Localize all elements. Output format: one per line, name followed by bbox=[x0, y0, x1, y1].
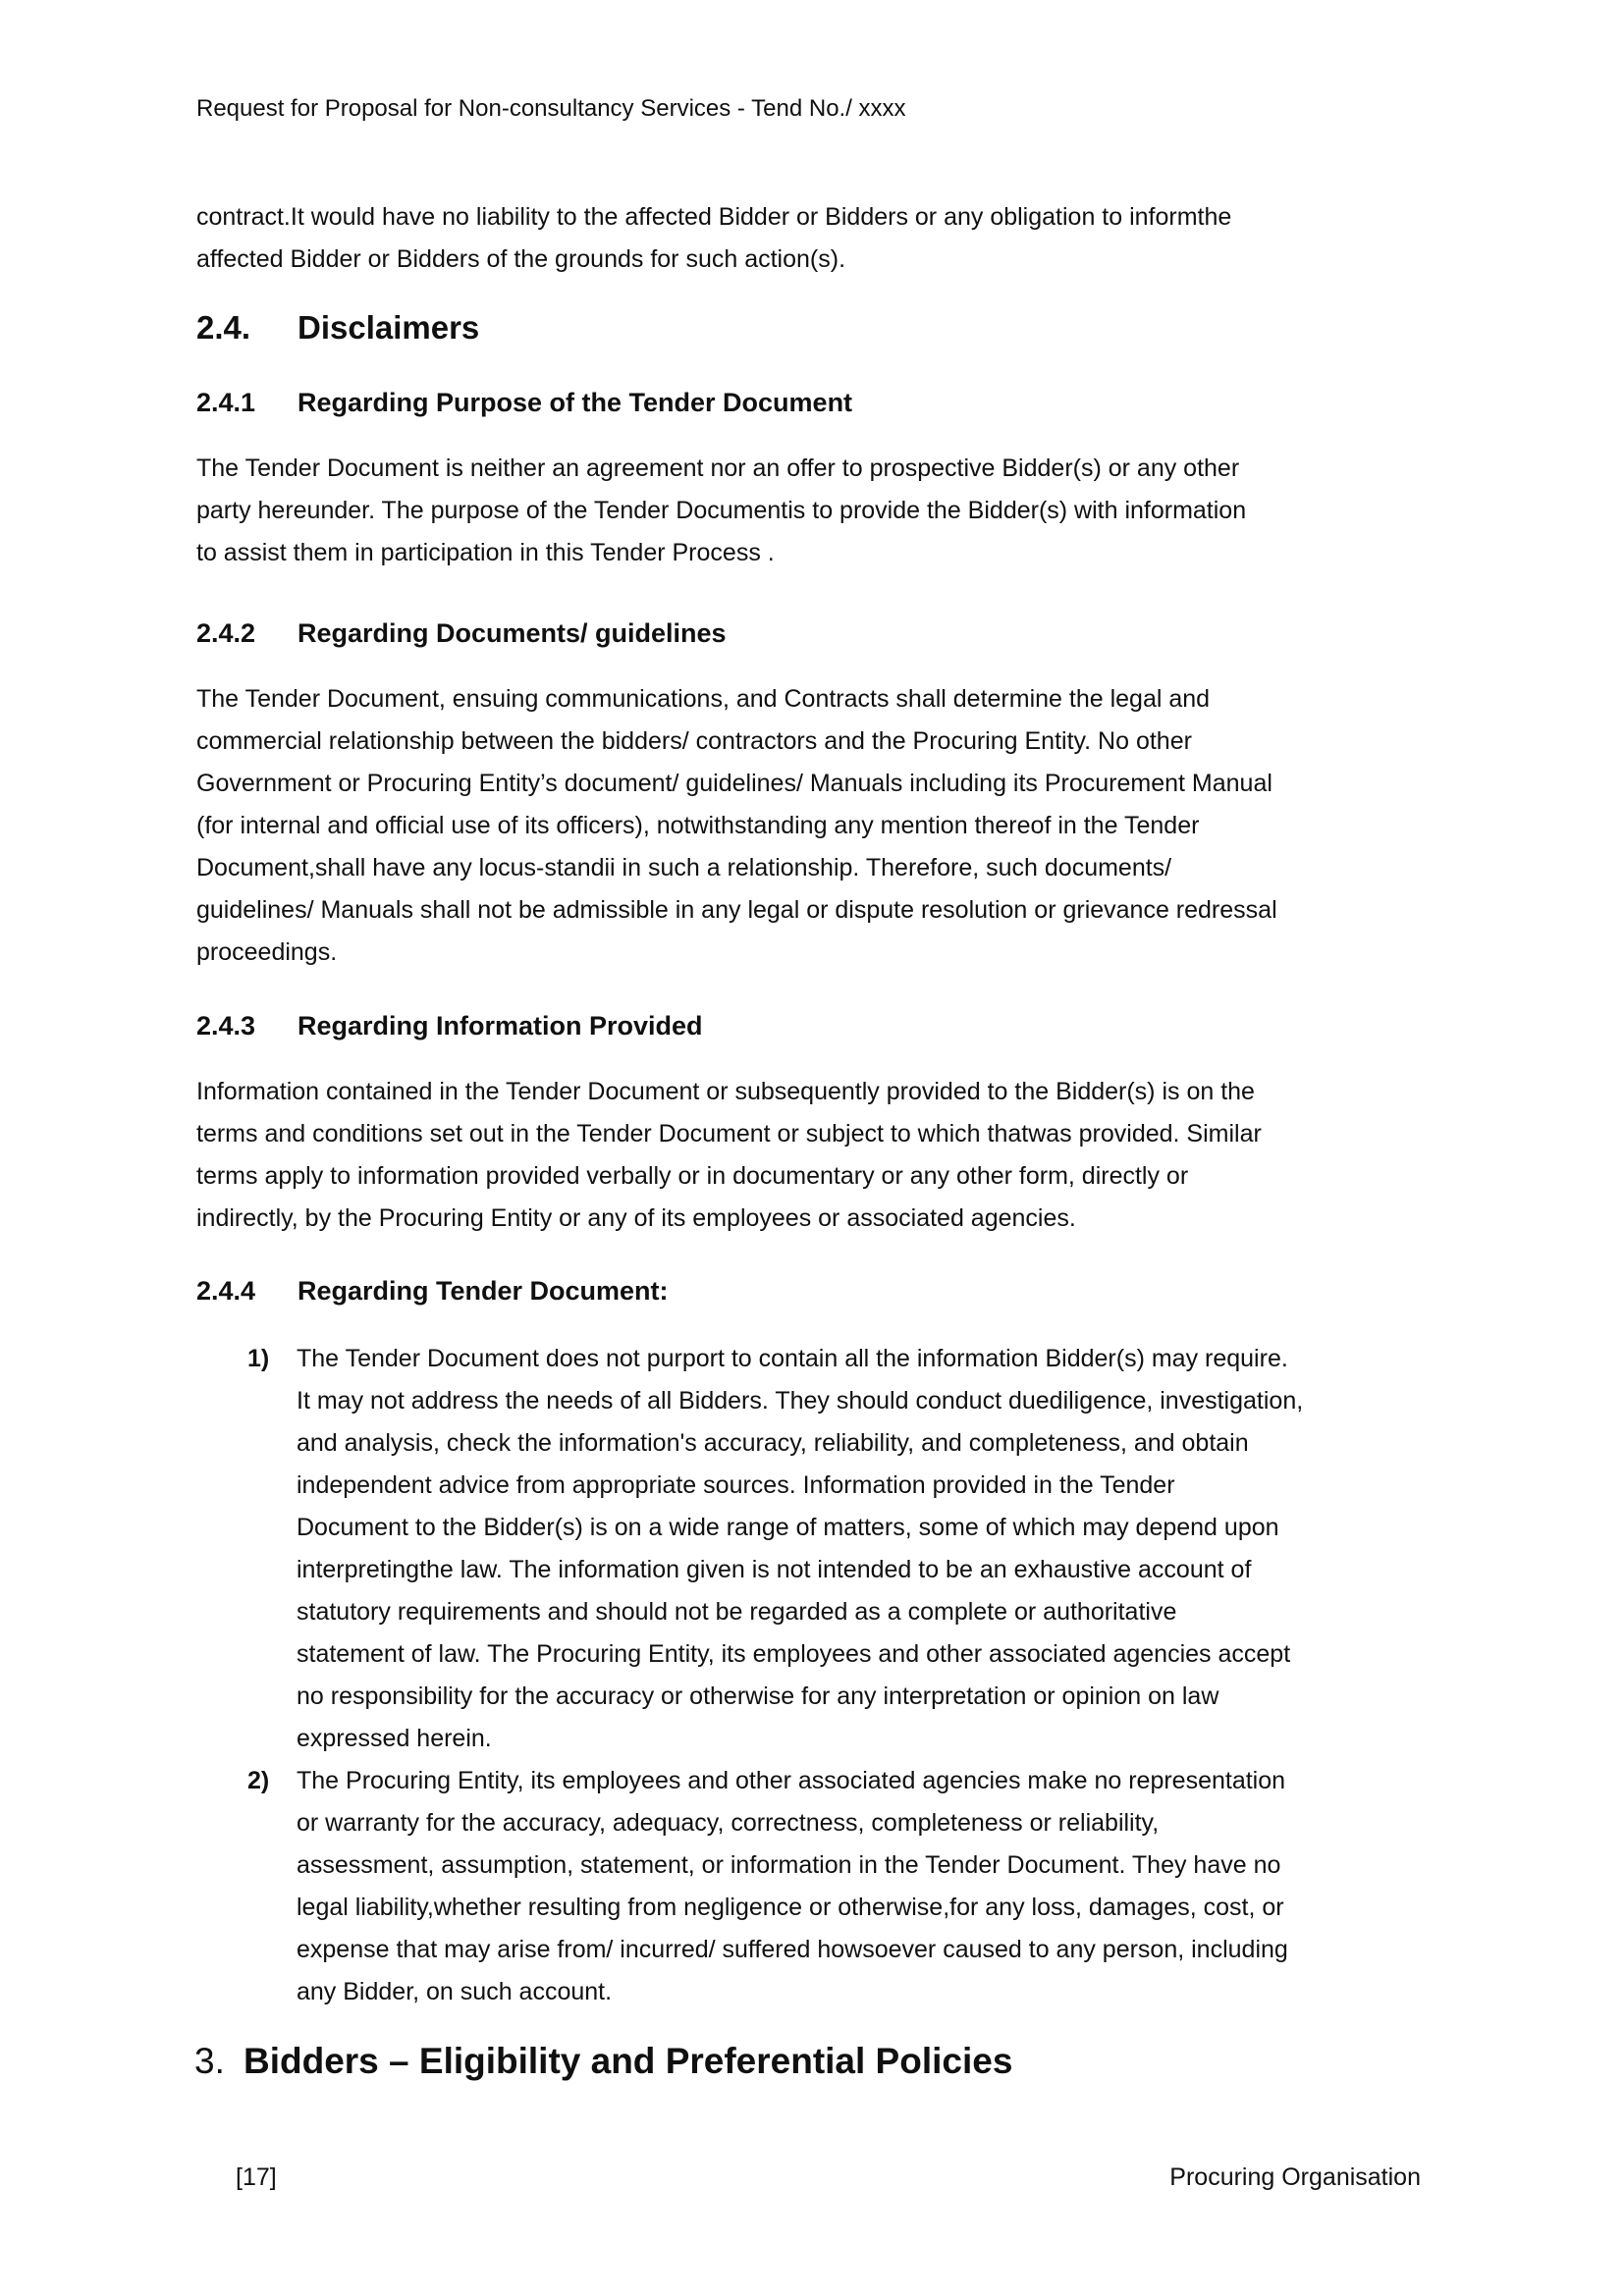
subsection-number: 2.4.1 bbox=[196, 388, 256, 417]
footer-organisation: Procuring Organisation bbox=[1169, 2163, 1421, 2191]
text-line: guidelines/ Manuals shall not be admissible in any legal or dispute resolution or grievance redressal bbox=[196, 896, 1277, 924]
text-line: any Bidder, on such account. bbox=[297, 1978, 613, 2005]
text-line: affected Bidder or Bidders of the grounds for such action(s). bbox=[196, 245, 846, 273]
subsection-title: Regarding Documents/ guidelines bbox=[298, 618, 727, 648]
text-line: The Tender Document is neither an agreement nor an offer to prospective Bidder(s) or any other bbox=[196, 454, 1240, 482]
subsection-heading-2-4-2 bbox=[196, 614, 727, 653]
subsection-title: Regarding Purpose of the Tender Document bbox=[298, 388, 853, 417]
text-line: statutory requirements and should not be regarded as a complete or authoritative bbox=[297, 1598, 1177, 1626]
section-number: 2.4. bbox=[196, 309, 251, 346]
text-line: or warranty for the accuracy, adequacy, correctness, completeness or reliability, bbox=[297, 1809, 1160, 1837]
text-line: proceedings. bbox=[196, 938, 338, 966]
list-item-text bbox=[297, 1338, 1303, 1760]
text-line: and analysis, check the information's accuracy, reliability, and completeness, and obtain bbox=[297, 1429, 1249, 1457]
page-number: [17] bbox=[236, 2163, 277, 2191]
text-line: The Procuring Entity, its employees and other associated agencies make no representation bbox=[297, 1767, 1286, 1794]
subsection-heading-2-4-3 bbox=[196, 1006, 703, 1045]
section-number: 3. bbox=[194, 2041, 225, 2081]
list-item-number: 1) bbox=[247, 1345, 270, 1372]
list-item-number: 2) bbox=[247, 1767, 270, 1794]
text-line: terms apply to information provided verbally or in documentary or any other form, directly or bbox=[196, 1162, 1189, 1190]
text-line: party hereunder. The purpose of the Tender Documentis to provide the Bidder(s) with information bbox=[196, 497, 1247, 524]
section-title: Bidders – Eligibility and Preferential Policies bbox=[244, 2041, 1013, 2081]
text-line: expressed herein. bbox=[297, 1725, 492, 1752]
text-line: interpretingthe law. The information given is not intended to be an exhaustive account of bbox=[297, 1556, 1252, 1583]
text-line: commercial relationship between the bidders/ contractors and the Procuring Entity. No other bbox=[196, 727, 1192, 755]
text-line: statement of law. The Procuring Entity, its employees and other associated agencies accept bbox=[297, 1640, 1291, 1668]
text-line: terms and conditions set out in the Tender Document or subject to which thatwas provided. Similar bbox=[196, 1120, 1262, 1148]
paragraph-2-4-3 bbox=[196, 1071, 1262, 1240]
subsection-number: 2.4.2 bbox=[196, 618, 256, 648]
page-footer bbox=[0, 2160, 1624, 2199]
paragraph-2-4-1 bbox=[196, 448, 1246, 574]
text-line: The Tender Document, ensuing communications, and Contracts shall determine the legal and bbox=[196, 685, 1211, 713]
intro-paragraph bbox=[196, 196, 1231, 281]
text-line: legal liability,whether resulting from negligence or otherwise,for any loss, damages, cost, or bbox=[297, 1894, 1284, 1921]
text-line: assessment, assumption, statement, or information in the Tender Document. They have no bbox=[297, 1851, 1281, 1879]
list-item-1 bbox=[247, 1338, 1303, 1760]
subsection-title: Regarding Tender Document: bbox=[298, 1276, 669, 1306]
text-line: Government or Procuring Entity’s document/ guidelines/ Manuals including its Procurement Manual bbox=[196, 770, 1272, 797]
text-line: expense that may arise from/ incurred/ suffered howsoever caused to any person, including bbox=[297, 1936, 1288, 1963]
list-item-text bbox=[297, 1760, 1288, 2013]
subsection-number: 2.4.4 bbox=[196, 1276, 256, 1306]
text-line: no responsibility for the accuracy or otherwise for any interpretation or opinion on law bbox=[297, 1682, 1219, 1710]
text-line: contract.It would have no liability to the affected Bidder or Bidders or any obligation to informthe bbox=[196, 203, 1232, 231]
text-line: The Tender Document does not purport to contain all the information Bidder(s) may require. bbox=[297, 1345, 1288, 1372]
page-header: Request for Proposal for Non-consultancy Services - Tend No./ xxxx bbox=[196, 95, 906, 122]
paragraph-2-4-2 bbox=[196, 678, 1277, 974]
section-heading-3 bbox=[194, 2038, 1012, 2085]
text-line: Information contained in the Tender Document or subsequently provided to the Bidder(s) is on the bbox=[196, 1078, 1255, 1105]
text-line: Document to the Bidder(s) is on a wide range of matters, some of which may depend upon bbox=[297, 1514, 1279, 1541]
section-heading-2-4 bbox=[196, 307, 479, 348]
section-title: Disclaimers bbox=[298, 309, 480, 346]
text-line: independent advice from appropriate sources. Information provided in the Tender bbox=[297, 1471, 1175, 1499]
subsection-heading-2-4-1 bbox=[196, 383, 852, 422]
text-line: indirectly, by the Procuring Entity or any of its employees or associated agencies. bbox=[196, 1204, 1076, 1232]
subsection-title: Regarding Information Provided bbox=[298, 1011, 703, 1041]
text-line: It may not address the needs of all Bidders. They should conduct duediligence, investigation, bbox=[297, 1387, 1304, 1415]
text-line: Document,shall have any locus-standii in such a relationship. Therefore, such documents/ bbox=[196, 854, 1172, 881]
text-line: (for internal and official use of its officers), notwithstanding any mention thereof in the Tender bbox=[196, 812, 1200, 839]
text-line: to assist them in participation in this Tender Process . bbox=[196, 539, 775, 566]
subsection-heading-2-4-4 bbox=[196, 1271, 669, 1310]
subsection-number: 2.4.3 bbox=[196, 1011, 256, 1041]
list-item-2 bbox=[247, 1760, 1288, 2013]
